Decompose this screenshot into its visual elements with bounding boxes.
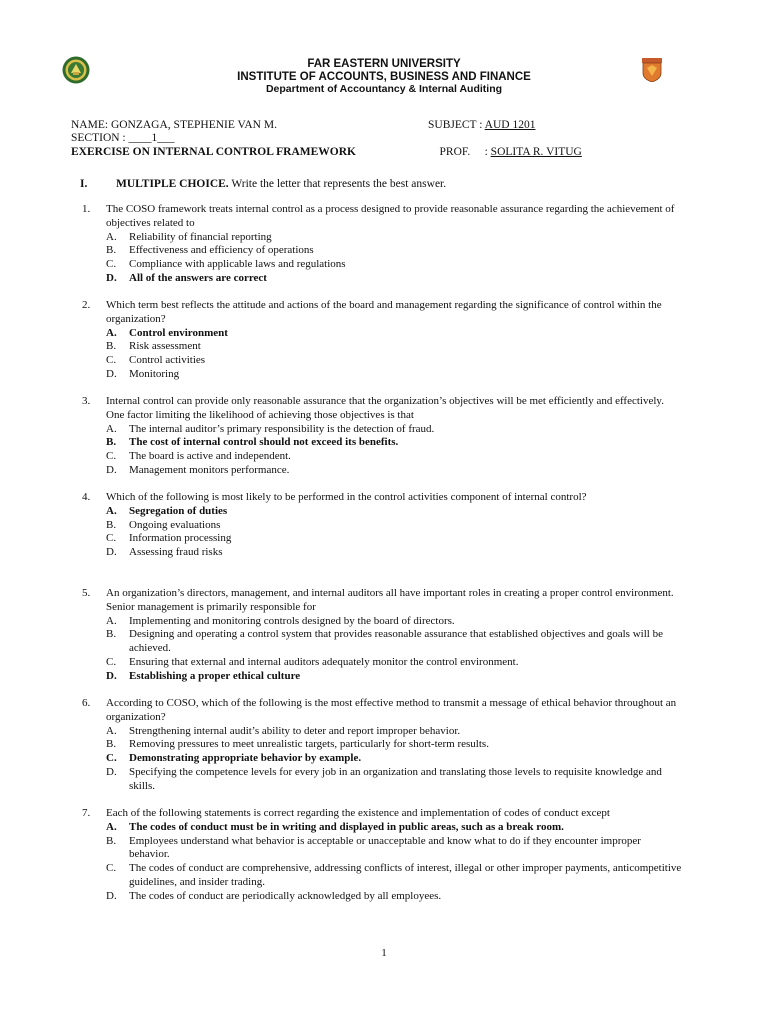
question-number: 3. [82,395,91,407]
option-d-selected: D. All of the answers are correct [106,271,267,284]
option-c: C. The codes of conduct are comprehensive, addressing conflicts of interest, illegal or other improper payments, anticompetitive guidelines, and insider trading. [106,862,682,888]
name-label: NAME: [71,119,111,131]
option-c: C. Ensuring that external and internal auditors adequately monitor the control environment. [106,655,519,668]
section-line [71,132,175,146]
question-2 [82,299,682,382]
section-heading [80,178,446,190]
option-a-selected: A. Segregation of duties [106,504,228,517]
option-a: A. Reliability of financial reporting [106,230,272,243]
option-b-selected: B. The cost of internal control should not exceed its benefits. [106,436,399,449]
option-d: D. Assessing fraud risks [106,546,223,559]
question-7 [82,807,682,904]
question-number: 7. [82,807,91,819]
option-b: B. Ongoing evaluations [106,518,221,531]
option-d: D. The codes of conduct are periodically acknowledged by all employees. [106,889,442,902]
question-6 [82,697,682,794]
option-a: A. Implementing and monitoring controls designed by the board of directors. [106,614,455,627]
subject-line [428,119,535,133]
question-stem: The COSO framework treats internal control as a process designed to provide reasonable assurance regarding the achievement of objectives related to [106,203,675,229]
option-b: B. Designing and operating a control system that provides reasonable assurance that established objectives and goals will be achieved. [106,628,663,655]
option-a-selected: A. Control environment [106,326,228,339]
question-stem: Each of the following statements is correct regarding the existence and implementation of codes of conduct except [106,807,610,819]
name-line [71,119,277,133]
option-a-selected: A. The codes of conduct must be in writing and displayed in public areas, such as a break room. [106,820,564,833]
question-1 [82,203,682,286]
prof-label: PROF. : [439,145,491,158]
option-a: A. Strengthening internal audit’s ability to deter and report improper behavior. [106,724,461,737]
option-c-selected: C. Demonstrating appropriate behavior by example. [106,752,362,765]
page-number: 1 [381,947,387,959]
student-name: GONZAGA, STEPHENIE VAN M. [110,119,277,131]
option-d: D. Monitoring [106,367,180,380]
section-value: ____1___ [128,132,175,144]
option-c: C. Information processing [106,532,232,545]
option-d: D. Management monitors performance. [106,463,290,476]
option-b: B. Removing pressures to meet unrealistic targets, particularly for short-term results. [106,738,489,751]
question-number: 2. [82,299,91,311]
question-stem: An organization’s directors, management, and internal auditors all have important roles in creating a proper control environment. Senior management is primarily responsible for [106,587,674,613]
prof-name: SOLITA R. VITUG [490,145,582,158]
prof-line [428,132,582,173]
question-number: 4. [82,491,91,503]
section-label: SECTION : [71,132,129,144]
question-number: 6. [82,697,91,709]
exercise-title: EXERCISE ON INTERNAL CONTROL FRAMEWORK [71,146,356,158]
question-3 [82,395,682,478]
question-stem: According to COSO, which of the following is the most effective method to transmit a message of ethical behavior throughout an organization? [106,697,677,723]
question-number: 1. [82,203,91,215]
institute-name: INSTITUTE OF ACCOUNTS, BUSINESS AND FINANCE [237,70,531,83]
section-number: I. [80,178,88,190]
question-stem: Which term best reflects the attitude and actions of the board and management regarding the significance of control within the organization? [106,299,662,325]
option-d: D. Specifying the competence levels for every job in an organization and translating those levels to requisite knowledge and skills. [106,765,662,792]
option-b: B. Risk assessment [106,340,201,353]
section-instruction: Write the letter that represents the best answer. [228,178,447,190]
question-5 [82,587,682,684]
question-stem: Which of the following is most likely to be performed in the control activities component of internal control? [106,491,587,503]
question-stem: Internal control can provide only reasonable assurance that the organization’s objectives will be met efficiently and effectively. One factor limiting the likelihood of achieving those objectives is that [106,395,664,421]
department-name: Department of Accountancy & Internal Auditing [265,83,503,95]
document-header [0,58,768,96]
subject-label: SUBJECT : [428,119,485,131]
university-name: FAR EASTERN UNIVERSITY [307,58,461,70]
option-b: B. Effectiveness and efficiency of operations [106,244,314,257]
option-a: A. The internal auditor’s primary responsibility is the detection of fraud. [106,422,435,435]
section-title: MULTIPLE CHOICE. [116,178,229,190]
question-4 [82,491,682,560]
subject-code: AUD 1201 [484,119,536,131]
option-d-selected: D. Establishing a proper ethical culture [106,669,301,682]
option-c: C. Compliance with applicable laws and regulations [106,258,346,271]
option-c: C. Control activities [106,354,206,367]
option-b: B. Employees understand what behavior is acceptable or unacceptable and know what to do if they encounter improper behavior. [106,834,641,861]
option-c: C. The board is active and independent. [106,450,291,463]
question-number: 5. [82,587,91,599]
